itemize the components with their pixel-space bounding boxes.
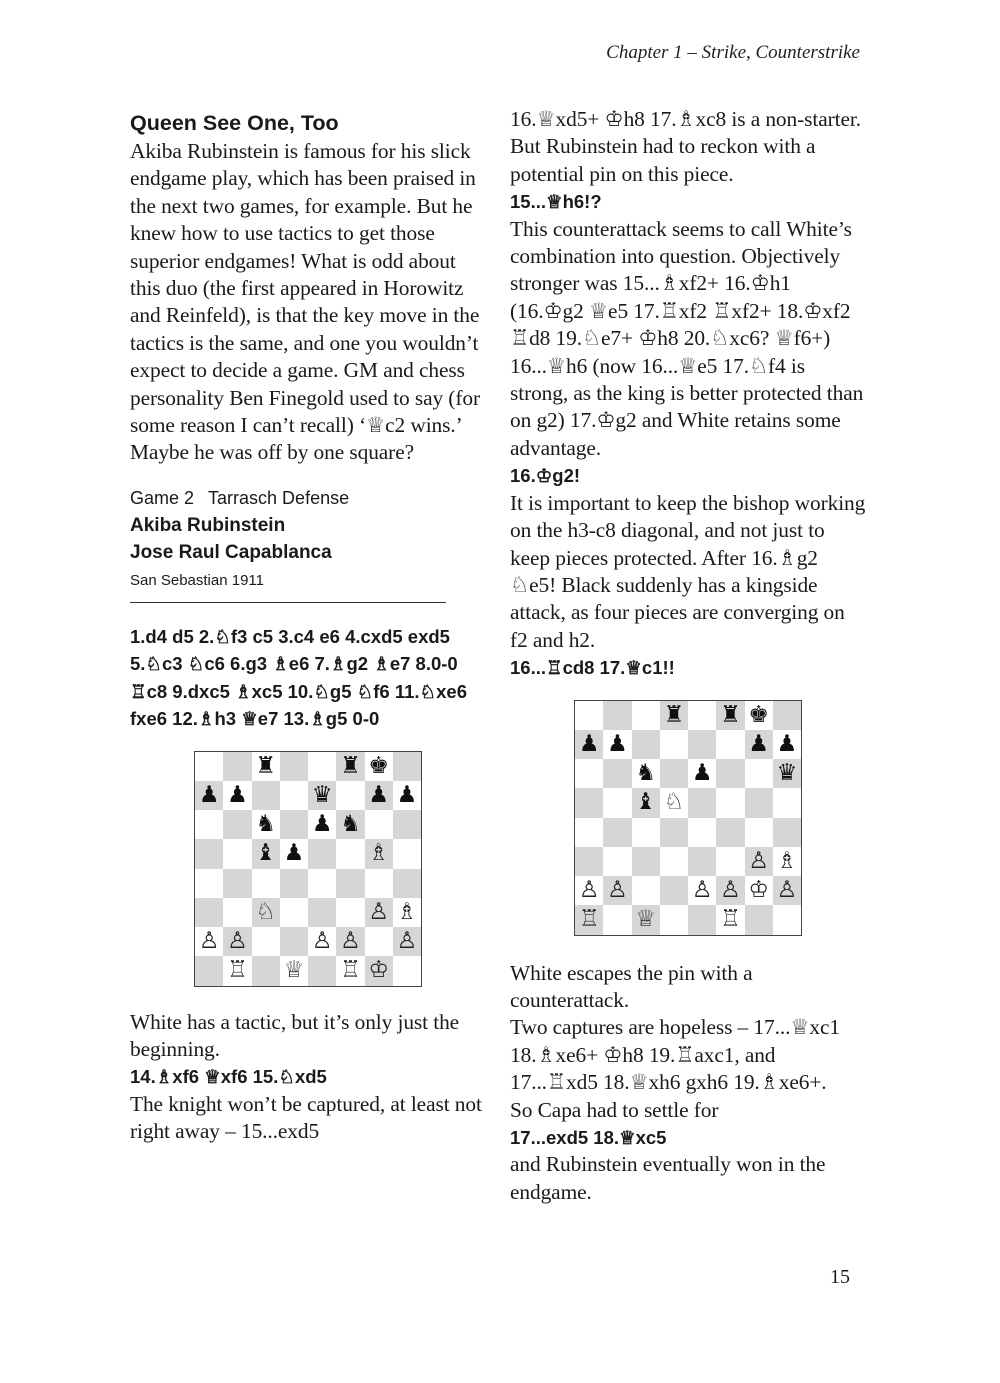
board-square <box>393 869 421 898</box>
black-pawn-icon: ♟ <box>227 781 248 808</box>
white-rook-icon: ♖ <box>227 957 248 984</box>
board-square <box>688 701 716 730</box>
board-square <box>632 876 660 905</box>
moves-16-17: 16...♖cd8 17.♕c1!! <box>510 657 675 679</box>
black-pawn-icon: ♟ <box>578 730 600 757</box>
board-square <box>365 752 393 781</box>
board-square <box>745 876 773 905</box>
board-square <box>632 730 660 759</box>
chess-diagram-1 <box>194 751 422 987</box>
board-square <box>773 847 801 876</box>
right-paragraph-4: White escapes the pin with a counterattack. <box>510 960 753 1012</box>
black-pawn-icon: ♟ <box>311 811 333 838</box>
board-square <box>393 810 421 839</box>
diagram-1-wrap <box>130 751 486 987</box>
black-pawn-icon: ♟ <box>198 781 220 808</box>
board-square <box>745 701 773 730</box>
intro-paragraph: Akiba Rubinstein is famous for his slick endgame play, which has been praised in the next two games, for example. But he knew how to use tactics to get those superior endgames! What is odd about this duo (the first appeared in Horowitz and Reinfeld), is that the key move in the tactics is the same, and one you wouldn’t expect to decide a game. GM and chess personality Ben Finegold used to say (for some reason I can’t recall) ‘♕c2 wins.’ Maybe he was off by one square? <box>130 139 480 465</box>
board-square <box>688 847 716 876</box>
board-square <box>575 876 603 905</box>
opening-name: Tarrasch Defense <box>208 487 350 508</box>
chess-diagram-2 <box>574 700 802 936</box>
right-column <box>510 106 866 1206</box>
moves-17-18: 17...exd5 18.♕xc5 <box>510 1126 667 1148</box>
right-paragraph-2: This counterattack seems to call White’s combination into question. Objectively stronger was 15...♗xf2+ 16.♔h1 (16.♔g2 ♕e5 17.♖xf2 ♖xf2+ 18.♔xf2 ♖d8 19.♘e7+ ♔h8 20.♘xc6? ♕f6+) 16...♕h6 (now 16...♕e5 17.♘f4 is strong, as the king is better protected than on g2) 17.♔g2 and White retains some advantage. <box>510 216 864 460</box>
board-square <box>575 905 603 934</box>
board-square <box>660 788 688 817</box>
board-square <box>336 839 364 868</box>
board-square <box>773 788 801 817</box>
board-square <box>393 781 421 810</box>
white-queen-icon: ♕ <box>635 906 656 933</box>
white-pawn-icon: ♙ <box>776 877 798 904</box>
board-square <box>365 781 393 810</box>
black-player: Jose Raul Capablanca <box>130 541 332 563</box>
board-square <box>195 869 223 898</box>
white-king-icon: ♔ <box>368 957 389 984</box>
board-square <box>575 730 603 759</box>
white-rook-icon: ♖ <box>340 957 361 984</box>
black-king-icon: ♚ <box>748 701 769 728</box>
board-square <box>773 701 801 730</box>
board-square <box>195 839 223 868</box>
board-square <box>252 752 280 781</box>
board-square <box>336 869 364 898</box>
board-square <box>773 876 801 905</box>
black-rook-icon: ♜ <box>663 701 685 728</box>
board-square <box>716 730 744 759</box>
board-square <box>660 847 688 876</box>
diagram-2-wrap <box>510 700 866 936</box>
board-square <box>365 839 393 868</box>
board-square <box>393 956 421 985</box>
board-square <box>308 869 336 898</box>
board-square <box>575 701 603 730</box>
board-square <box>195 927 223 956</box>
board-square <box>223 781 251 810</box>
right-paragraph-5: Two captures are hopeless – 17...♕xc1 18.♗xe6+ ♔h8 19.♖axc1, and 17...♖xd5 18.♕xh6 gxh6 19.♗xe6+. <box>510 1015 840 1095</box>
white-queen-icon: ♕ <box>283 957 305 984</box>
board-square <box>745 730 773 759</box>
white-pawn-icon: ♙ <box>396 928 418 955</box>
board-square <box>252 781 280 810</box>
black-bishop-icon: ♝ <box>635 789 656 816</box>
white-rook-icon: ♖ <box>720 906 741 933</box>
white-pawn-icon: ♙ <box>311 928 333 955</box>
board-square <box>716 701 744 730</box>
board-square <box>716 905 744 934</box>
board-square <box>688 730 716 759</box>
white-bishop-icon: ♗ <box>368 840 389 867</box>
white-pawn-icon: ♙ <box>607 877 628 904</box>
page-number: 15 <box>830 1266 850 1288</box>
board-square <box>603 876 631 905</box>
board-square <box>575 788 603 817</box>
left-column <box>130 106 486 1146</box>
board-square <box>336 927 364 956</box>
board-square <box>632 701 660 730</box>
black-pawn-icon: ♟ <box>776 730 798 757</box>
game-venue: San Sebastian 1911 <box>130 571 264 589</box>
board-square <box>223 956 251 985</box>
board-square <box>308 839 336 868</box>
board-square <box>195 810 223 839</box>
board-square <box>252 810 280 839</box>
board-square <box>660 876 688 905</box>
board-square <box>308 898 336 927</box>
white-pawn-icon: ♙ <box>748 847 769 874</box>
board-square <box>745 818 773 847</box>
board-square <box>393 927 421 956</box>
board-square <box>195 898 223 927</box>
move-15: 15...♕h6!? <box>510 191 602 213</box>
opening-moves: 1.d4 d5 2.♘f3 c5 3.c4 e6 4.cxd5 exd5 5.♘c3 ♘c6 6.g3 ♗e6 7.♗g2 ♗e7 8.0-0 ♖c8 9.dxc5 ♗xc5 10.♘g5 ♘f6 11.♘xe6 fxe6 12.♗h3 ♕e7 13.♗g5 0-0 <box>130 625 467 730</box>
white-pawn-icon: ♙ <box>227 928 248 955</box>
board-square <box>365 927 393 956</box>
board-square <box>745 905 773 934</box>
board-square <box>603 759 631 788</box>
white-pawn-icon: ♙ <box>198 928 220 955</box>
white-pawn-icon: ♙ <box>691 877 713 904</box>
board-square <box>773 905 801 934</box>
black-pawn-icon: ♟ <box>607 730 628 757</box>
board-square <box>393 898 421 927</box>
board-square <box>223 927 251 956</box>
board-square <box>688 905 716 934</box>
black-knight-icon: ♞ <box>255 811 276 838</box>
board-square <box>280 898 308 927</box>
board-square <box>688 818 716 847</box>
board-square <box>280 810 308 839</box>
white-knight-icon: ♘ <box>255 898 276 925</box>
black-bishop-icon: ♝ <box>255 840 276 867</box>
board-square <box>716 847 744 876</box>
board-square <box>773 818 801 847</box>
board-square <box>308 810 336 839</box>
black-king-icon: ♚ <box>368 752 389 779</box>
board-square <box>252 869 280 898</box>
board-square <box>252 839 280 868</box>
black-rook-icon: ♜ <box>255 752 276 779</box>
right-paragraph-1: 16.♕xd5+ ♔h8 17.♗xc8 is a non-starter. But Rubinstein had to reckon with a potential pin on this piece. <box>510 107 861 186</box>
board-square <box>632 905 660 934</box>
board-square <box>688 876 716 905</box>
board-square <box>336 956 364 985</box>
board-square <box>308 956 336 985</box>
board-square <box>252 956 280 985</box>
board-square <box>688 788 716 817</box>
board-square <box>223 898 251 927</box>
black-queen-icon: ♛ <box>776 760 798 787</box>
board-square <box>603 730 631 759</box>
board-square <box>745 788 773 817</box>
white-player: Akiba Rubinstein <box>130 514 286 536</box>
board-square <box>280 752 308 781</box>
board-square <box>365 898 393 927</box>
black-pawn-icon: ♟ <box>396 781 418 808</box>
board-square <box>603 818 631 847</box>
right-paragraph-7: and Rubinstein eventually won in the endgame. <box>510 1152 826 1204</box>
after-diagram-text: White has a tactic, but it’s only just the beginning. <box>130 1009 460 1061</box>
board-square <box>745 759 773 788</box>
white-rook-icon: ♖ <box>578 906 600 933</box>
black-knight-icon: ♞ <box>635 760 656 787</box>
white-king-icon: ♔ <box>748 877 769 904</box>
board-square <box>308 752 336 781</box>
white-pawn-icon: ♙ <box>368 898 389 925</box>
board-square <box>716 876 744 905</box>
board-square <box>365 810 393 839</box>
board-square <box>632 759 660 788</box>
game-info <box>130 485 486 603</box>
board-square <box>660 701 688 730</box>
black-knight-icon: ♞ <box>340 811 361 838</box>
board-square <box>365 956 393 985</box>
running-head: Chapter 1 – Strike, Counterstrike <box>606 42 860 63</box>
board-square <box>716 759 744 788</box>
board-square <box>336 898 364 927</box>
board-square <box>280 927 308 956</box>
board-square <box>660 905 688 934</box>
board-square <box>393 752 421 781</box>
white-bishop-icon: ♗ <box>776 847 798 874</box>
board-square <box>308 927 336 956</box>
black-queen-icon: ♛ <box>311 781 333 808</box>
black-pawn-icon: ♟ <box>283 840 305 867</box>
board-square <box>603 788 631 817</box>
divider <box>130 602 446 603</box>
board-square <box>632 847 660 876</box>
black-pawn-icon: ♟ <box>691 760 713 787</box>
board-square <box>252 898 280 927</box>
board-square <box>716 788 744 817</box>
black-pawn-icon: ♟ <box>368 781 389 808</box>
board-square <box>575 818 603 847</box>
moves-14-15: 14.♗xf6 ♕xf6 15.♘xd5 <box>130 1066 327 1088</box>
board-square <box>336 752 364 781</box>
board-square <box>603 905 631 934</box>
move-16: 16.♔g2! <box>510 465 581 487</box>
white-knight-icon: ♘ <box>663 789 685 816</box>
board-square <box>195 752 223 781</box>
board-square <box>716 818 744 847</box>
section-heading: Queen See One, Too <box>130 111 339 135</box>
board-square <box>280 869 308 898</box>
board-square <box>280 956 308 985</box>
white-pawn-icon: ♙ <box>578 877 600 904</box>
right-paragraph-3: It is important to keep the bishop working on the h3-c8 diagonal, and not just to keep pieces protected. After 16.♗g2 ♘e5! Black suddenly has a kingside attack, as four pieces are converging on f2 and h2. <box>510 490 866 652</box>
board-square <box>603 701 631 730</box>
game-label: Game 2 <box>130 487 195 508</box>
board-square <box>632 818 660 847</box>
board-square <box>223 752 251 781</box>
board-square <box>365 869 393 898</box>
board-square <box>252 927 280 956</box>
board-square <box>660 759 688 788</box>
board-square <box>280 839 308 868</box>
board-square <box>336 810 364 839</box>
board-square <box>660 818 688 847</box>
white-pawn-icon: ♙ <box>340 928 361 955</box>
board-square <box>393 839 421 868</box>
black-pawn-icon: ♟ <box>748 730 769 757</box>
board-square <box>688 759 716 788</box>
board-square <box>773 759 801 788</box>
black-rook-icon: ♜ <box>720 701 741 728</box>
board-square <box>660 730 688 759</box>
board-square <box>575 759 603 788</box>
right-paragraph-6: So Capa had to settle for <box>510 1097 719 1122</box>
board-square <box>336 781 364 810</box>
board-square <box>575 847 603 876</box>
board-square <box>603 847 631 876</box>
board-square <box>223 839 251 868</box>
board-square <box>223 869 251 898</box>
board-square <box>195 781 223 810</box>
board-square <box>745 847 773 876</box>
board-square <box>308 781 336 810</box>
black-rook-icon: ♜ <box>340 752 361 779</box>
board-square <box>632 788 660 817</box>
game-header <box>130 485 486 512</box>
knight-paragraph: The knight won’t be captured, at least not right away – 15...exd5 <box>130 1091 482 1144</box>
board-square <box>195 956 223 985</box>
board-square <box>223 810 251 839</box>
board-square <box>280 781 308 810</box>
white-pawn-icon: ♙ <box>720 877 741 904</box>
white-bishop-icon: ♗ <box>396 898 418 925</box>
board-square <box>773 730 801 759</box>
